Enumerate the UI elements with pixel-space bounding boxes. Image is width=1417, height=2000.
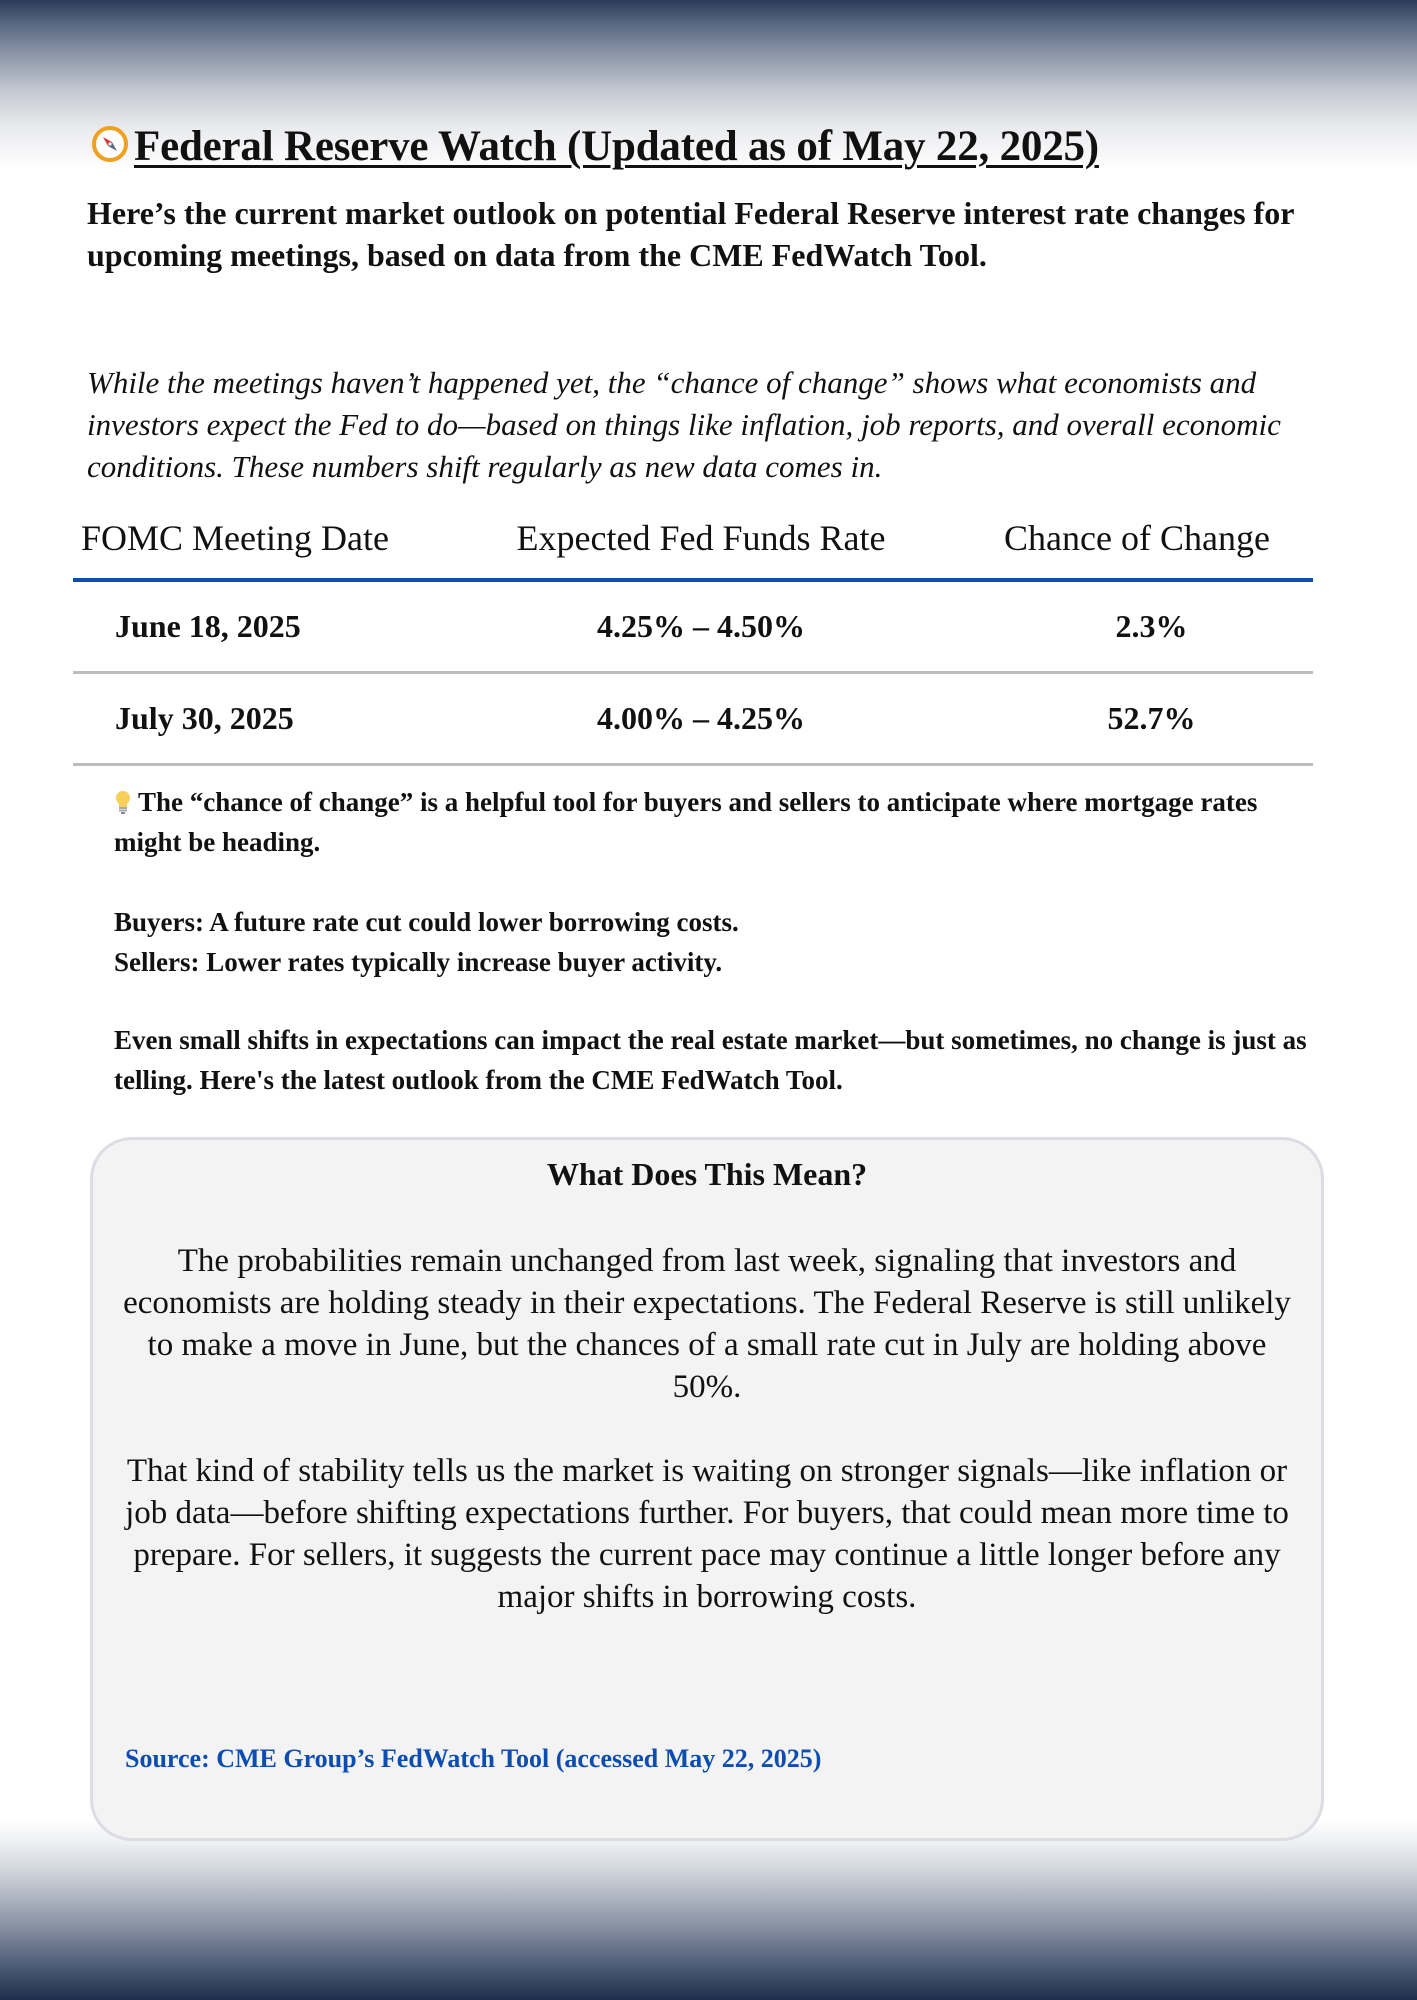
- meeting-date: June 18, 2025: [73, 580, 441, 673]
- what-does-this-mean-panel: [90, 1137, 1324, 1841]
- table-header-row: [73, 508, 1313, 580]
- audience-notes: [114, 902, 1314, 982]
- lightbulb-icon: [114, 785, 132, 809]
- tip-paragraph: [114, 782, 1314, 862]
- closing-paragraph: Even small shifts in expectations can impact the real estate market—but sometimes, no change is just as telling. Here's the latest outlook from the CME FedWatch Tool.: [114, 1025, 1307, 1095]
- fomc-table: [73, 508, 1313, 766]
- compass-icon: [92, 124, 128, 160]
- sellers-note: Sellers: Lower rates typically increase buyer activity.: [114, 947, 723, 977]
- chance-of-change: 52.7%: [961, 673, 1313, 765]
- panel-paragraph: That kind of stability tells us the market is waiting on stronger signals—like inflation or job data—before shifting expectations further. For buyers, that could mean more time to prepare. For sellers, it suggests the current pace may continue a little longer before any major shifts in borrowing costs.: [125, 1453, 1289, 1615]
- expected-rate: 4.00% – 4.25%: [441, 673, 961, 765]
- column-header-chance: Chance of Change: [961, 508, 1313, 580]
- chance-of-change: 2.3%: [961, 580, 1313, 673]
- table-row: [73, 580, 1313, 673]
- tip-text: The “chance of change” is a helpful tool for buyers and sellers to anticipate where mortgage rates might be heading.: [114, 787, 1258, 857]
- intro-paragraph: Here’s the current market outlook on potential Federal Reserve interest rate changes for upcoming meetings, based on data from the CME FedWatch Tool.: [87, 195, 1294, 273]
- buyers-note: Buyers: A future rate cut could lower borrowing costs.: [114, 907, 739, 937]
- source-citation: Source: CME Group’s FedWatch Tool (accessed May 22, 2025): [125, 1744, 822, 1773]
- expected-rate: 4.25% – 4.50%: [441, 580, 961, 673]
- table-row: [73, 673, 1313, 765]
- panel-paragraph: The probabilities remain unchanged from last week, signaling that investors and economists are holding steady in their expectations. The Federal Reserve is still unlikely to make a move in June, but the chances of a small rate cut in July are holding above 50%.: [123, 1243, 1291, 1405]
- column-header-date: FOMC Meeting Date: [73, 508, 441, 580]
- explanation-note: While the meetings haven’t happened yet, the “chance of change” shows what economists and investors expect the Fed to do—based on things like inflation, job reports, and overall economic conditions. These numbers shift regularly as new data comes in.: [87, 365, 1281, 484]
- title-text: Federal Reserve Watch (Updated as of May 22, 2025): [134, 123, 1099, 170]
- page-title: [92, 122, 1099, 171]
- column-header-rate: Expected Fed Funds Rate: [441, 508, 961, 580]
- panel-title: What Does This Mean?: [546, 1156, 868, 1192]
- meeting-date: July 30, 2025: [73, 673, 441, 765]
